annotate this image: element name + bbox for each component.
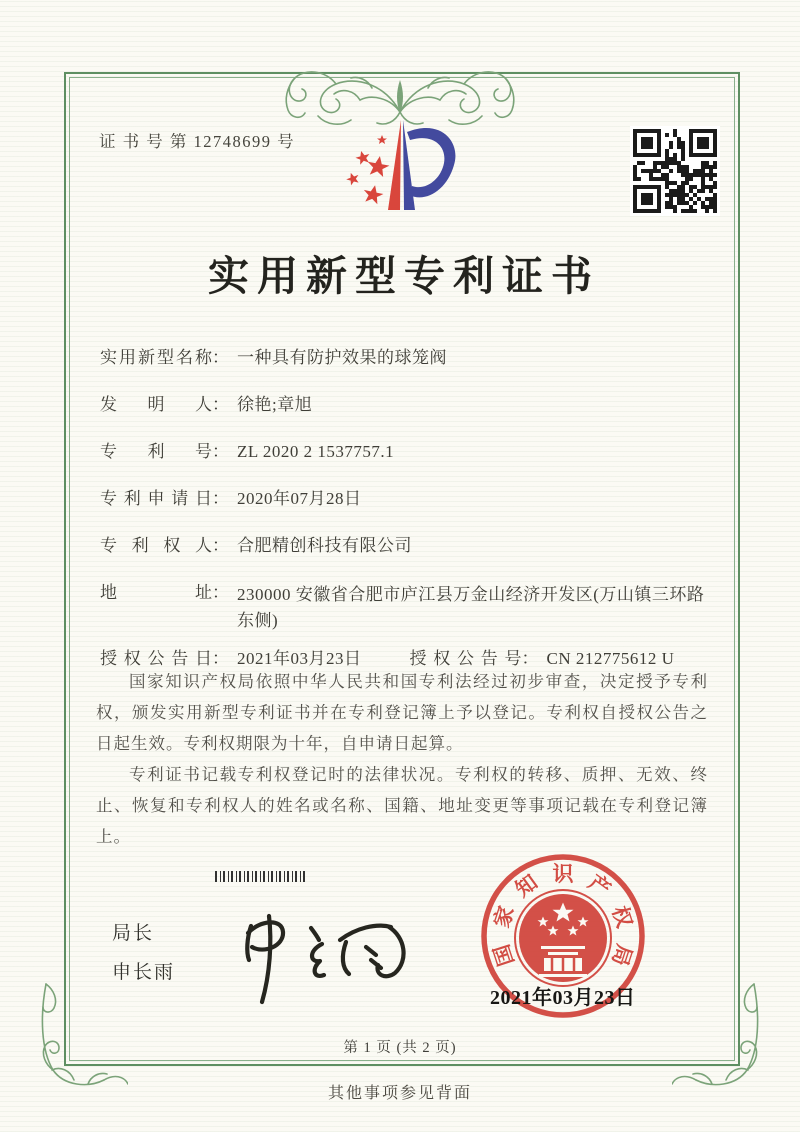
field-value: 徐艳;章旭 bbox=[237, 395, 313, 414]
svg-text:识: 识 bbox=[552, 862, 574, 886]
field-label: 发明人 bbox=[100, 395, 212, 414]
cnipa-logo-icon bbox=[330, 106, 490, 238]
qr-code bbox=[630, 126, 720, 216]
field-row-patent-number bbox=[100, 441, 708, 463]
field-row-inventor bbox=[100, 394, 708, 416]
seal-date: 2021年03月23日 bbox=[490, 987, 636, 1009]
patent-fields bbox=[100, 347, 708, 695]
field-label: 实用新型名称 bbox=[100, 348, 212, 367]
field-colon: ： bbox=[212, 395, 229, 414]
field-value: 2021年03月23日 bbox=[237, 649, 362, 668]
field-label: 授权公告日 bbox=[100, 649, 212, 668]
field-row-filing-date bbox=[100, 488, 708, 510]
field-value: ZL 2020 2 1537757.1 bbox=[237, 442, 395, 461]
svg-text:产: 产 bbox=[583, 869, 615, 902]
field-colon: ： bbox=[212, 583, 229, 602]
field-value: CN 212775612 U bbox=[546, 649, 675, 668]
field-row-patentee bbox=[100, 535, 708, 557]
back-note: 其他事项参见背面 bbox=[327, 1085, 472, 1102]
svg-text:家: 家 bbox=[489, 903, 519, 931]
field-label: 专利权人 bbox=[100, 536, 212, 555]
field-colon: ： bbox=[212, 348, 229, 367]
field-colon: ： bbox=[521, 649, 539, 668]
field-label: 授权公告号 bbox=[409, 649, 522, 668]
field-colon: ： bbox=[212, 489, 229, 508]
signer-title: 局长 bbox=[112, 923, 155, 944]
bottom-right-corner-ornament-icon bbox=[672, 978, 768, 1090]
field-label: 专利号 bbox=[100, 442, 212, 461]
paragraph: 国家知识产权局依照中华人民共和国专利法经过初步审查，决定授予专利权，颁发实用新型专利证书并在专利登记簿上予以登记。专利权自授权公告之日起生效。专利权期限为十年，自申请日起算。 bbox=[96, 672, 708, 753]
field-colon: ： bbox=[212, 649, 229, 668]
certificate-title: 实用新型专利证书 bbox=[208, 253, 600, 299]
field-row-name bbox=[100, 347, 708, 369]
svg-text:权: 权 bbox=[607, 903, 637, 931]
legal-paragraphs bbox=[96, 666, 708, 852]
field-value: 230000 安徽省合肥市庐江县万金山经济开发区(万山镇三环路东侧) bbox=[237, 585, 705, 630]
field-label: 地址 bbox=[100, 583, 212, 602]
signer-block bbox=[112, 918, 175, 996]
svg-text:国: 国 bbox=[489, 941, 519, 969]
field-value: 合肥精创科技有限公司 bbox=[237, 536, 412, 555]
paragraph: 专利证书记载专利权登记时的法律状况。专利权的转移、质押、无效、终止、恢复和专利权人的姓名或名称、国籍、地址变更等事项记载在专利登记簿上。 bbox=[96, 765, 708, 846]
certificate-number: 证 书 号 第 12748699 号 bbox=[99, 132, 296, 151]
field-value: 2020年07月28日 bbox=[237, 489, 362, 508]
field-colon: ： bbox=[212, 536, 229, 555]
field-label: 专利申请日 bbox=[100, 489, 212, 508]
field-value: 一种具有防护效果的球笼阀 bbox=[237, 348, 447, 367]
svg-text:局: 局 bbox=[607, 941, 637, 969]
signer-name: 申长雨 bbox=[112, 962, 176, 983]
director-signature-icon bbox=[218, 878, 448, 1008]
field-row-address bbox=[100, 582, 708, 634]
svg-text:知: 知 bbox=[511, 869, 543, 902]
page-number: 第 1 页 (共 2 页) bbox=[343, 1040, 457, 1056]
field-colon: ： bbox=[212, 442, 229, 461]
